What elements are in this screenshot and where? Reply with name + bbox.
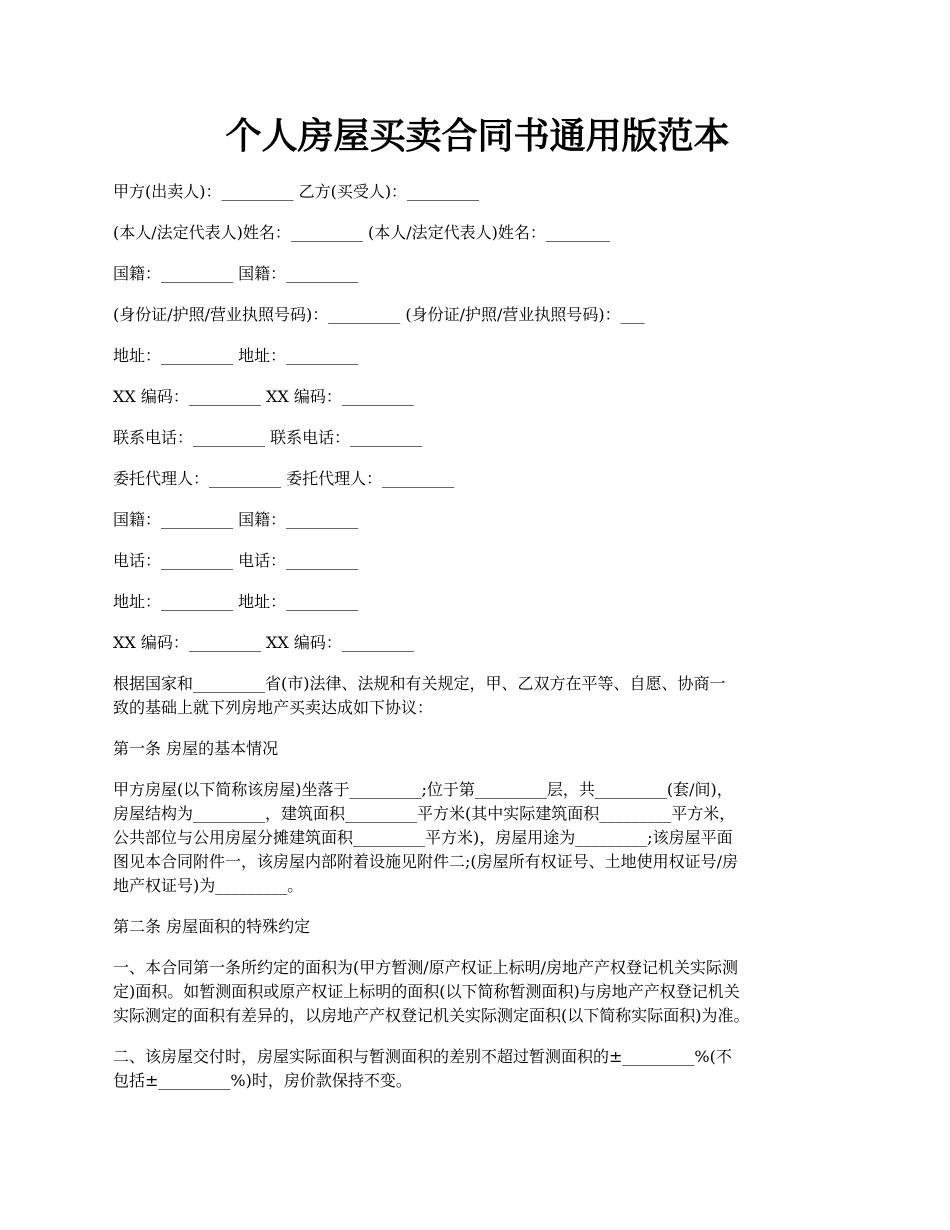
document-title: 个人房屋买卖合同书通用版范本 (225, 115, 730, 157)
article-1-body: 甲方房屋(以下简称该房屋)坐落于_________;位于第_________层，共_________(套/间)， 房屋结构为_________，建筑面积_________平方米(其中实际建筑面积_________平方米， 公共部位与公用房屋分摊建筑面积_________平方米)，房屋用途为_________;该房屋平面 图见本合同附件一，该房屋内部附着设施见附件二;(房屋所有权证号、土地使用权证号/房 地产权证号)为_________。 (113, 780, 739, 895)
nationality-line: 国籍：_________ 国籍：_________ (113, 264, 359, 283)
contact-phone-line: 联系电话：_________ 联系电话：_________ (113, 428, 423, 447)
postal-code-line: XX 编码：_________ XX 编码：_________ (113, 387, 414, 406)
agent-address-line: 地址：_________ 地址：_________ (113, 592, 359, 611)
intro-paragraph: 根据国家和_________省(市)法律、法规和有关规定，甲、乙双方在平等、自愿、协商一 致的基础上就下列房地产买卖达成如下协议： (113, 674, 726, 717)
article-1-heading: 第一条 房屋的基本情况 (113, 739, 279, 758)
address-line: 地址：_________ 地址：_________ (113, 346, 359, 365)
article-2-clause-1: 一、本合同第一条所约定的面积为(甲方暂测/原产权证上标明/房地产产权登记机关实际测 定)面积。如暂测面积或原产权证上标明的面积(以下简称暂测面积)与房地产产权登记机关 实际测定的面积有差异的，以房地产产权登记机关实际测定面积(以下简称实际面积)为准。 (113, 958, 750, 1025)
agent-postal-code-line: XX 编码：_________ XX 编码：_________ (113, 633, 414, 652)
article-2-clause-2: 二、该房屋交付时，房屋实际面积与暂测面积的差别不超过暂测面积的±_________%(不 包括±_________%)时，房价款保持不变。 (113, 1047, 732, 1090)
agent-phone-line: 电话：_________ 电话：_________ (113, 551, 359, 570)
agent-nationality-line: 国籍：_________ 国籍：_________ (113, 510, 359, 529)
party-name-line: 甲方(出卖人)：_________ 乙方(买受人)：_________ (113, 182, 480, 201)
agent-line: 委托代理人：_________ 委托代理人：_________ (113, 469, 455, 488)
article-2-heading: 第二条 房屋面积的特殊约定 (113, 917, 311, 936)
representative-name-line: (本人/法定代表人)姓名：_________ (本人/法定代表人)姓名：________ (113, 223, 610, 242)
id-number-line: (身份证/护照/营业执照号码)：_________ (身份证/护照/营业执照号码)：___ (113, 305, 645, 324)
